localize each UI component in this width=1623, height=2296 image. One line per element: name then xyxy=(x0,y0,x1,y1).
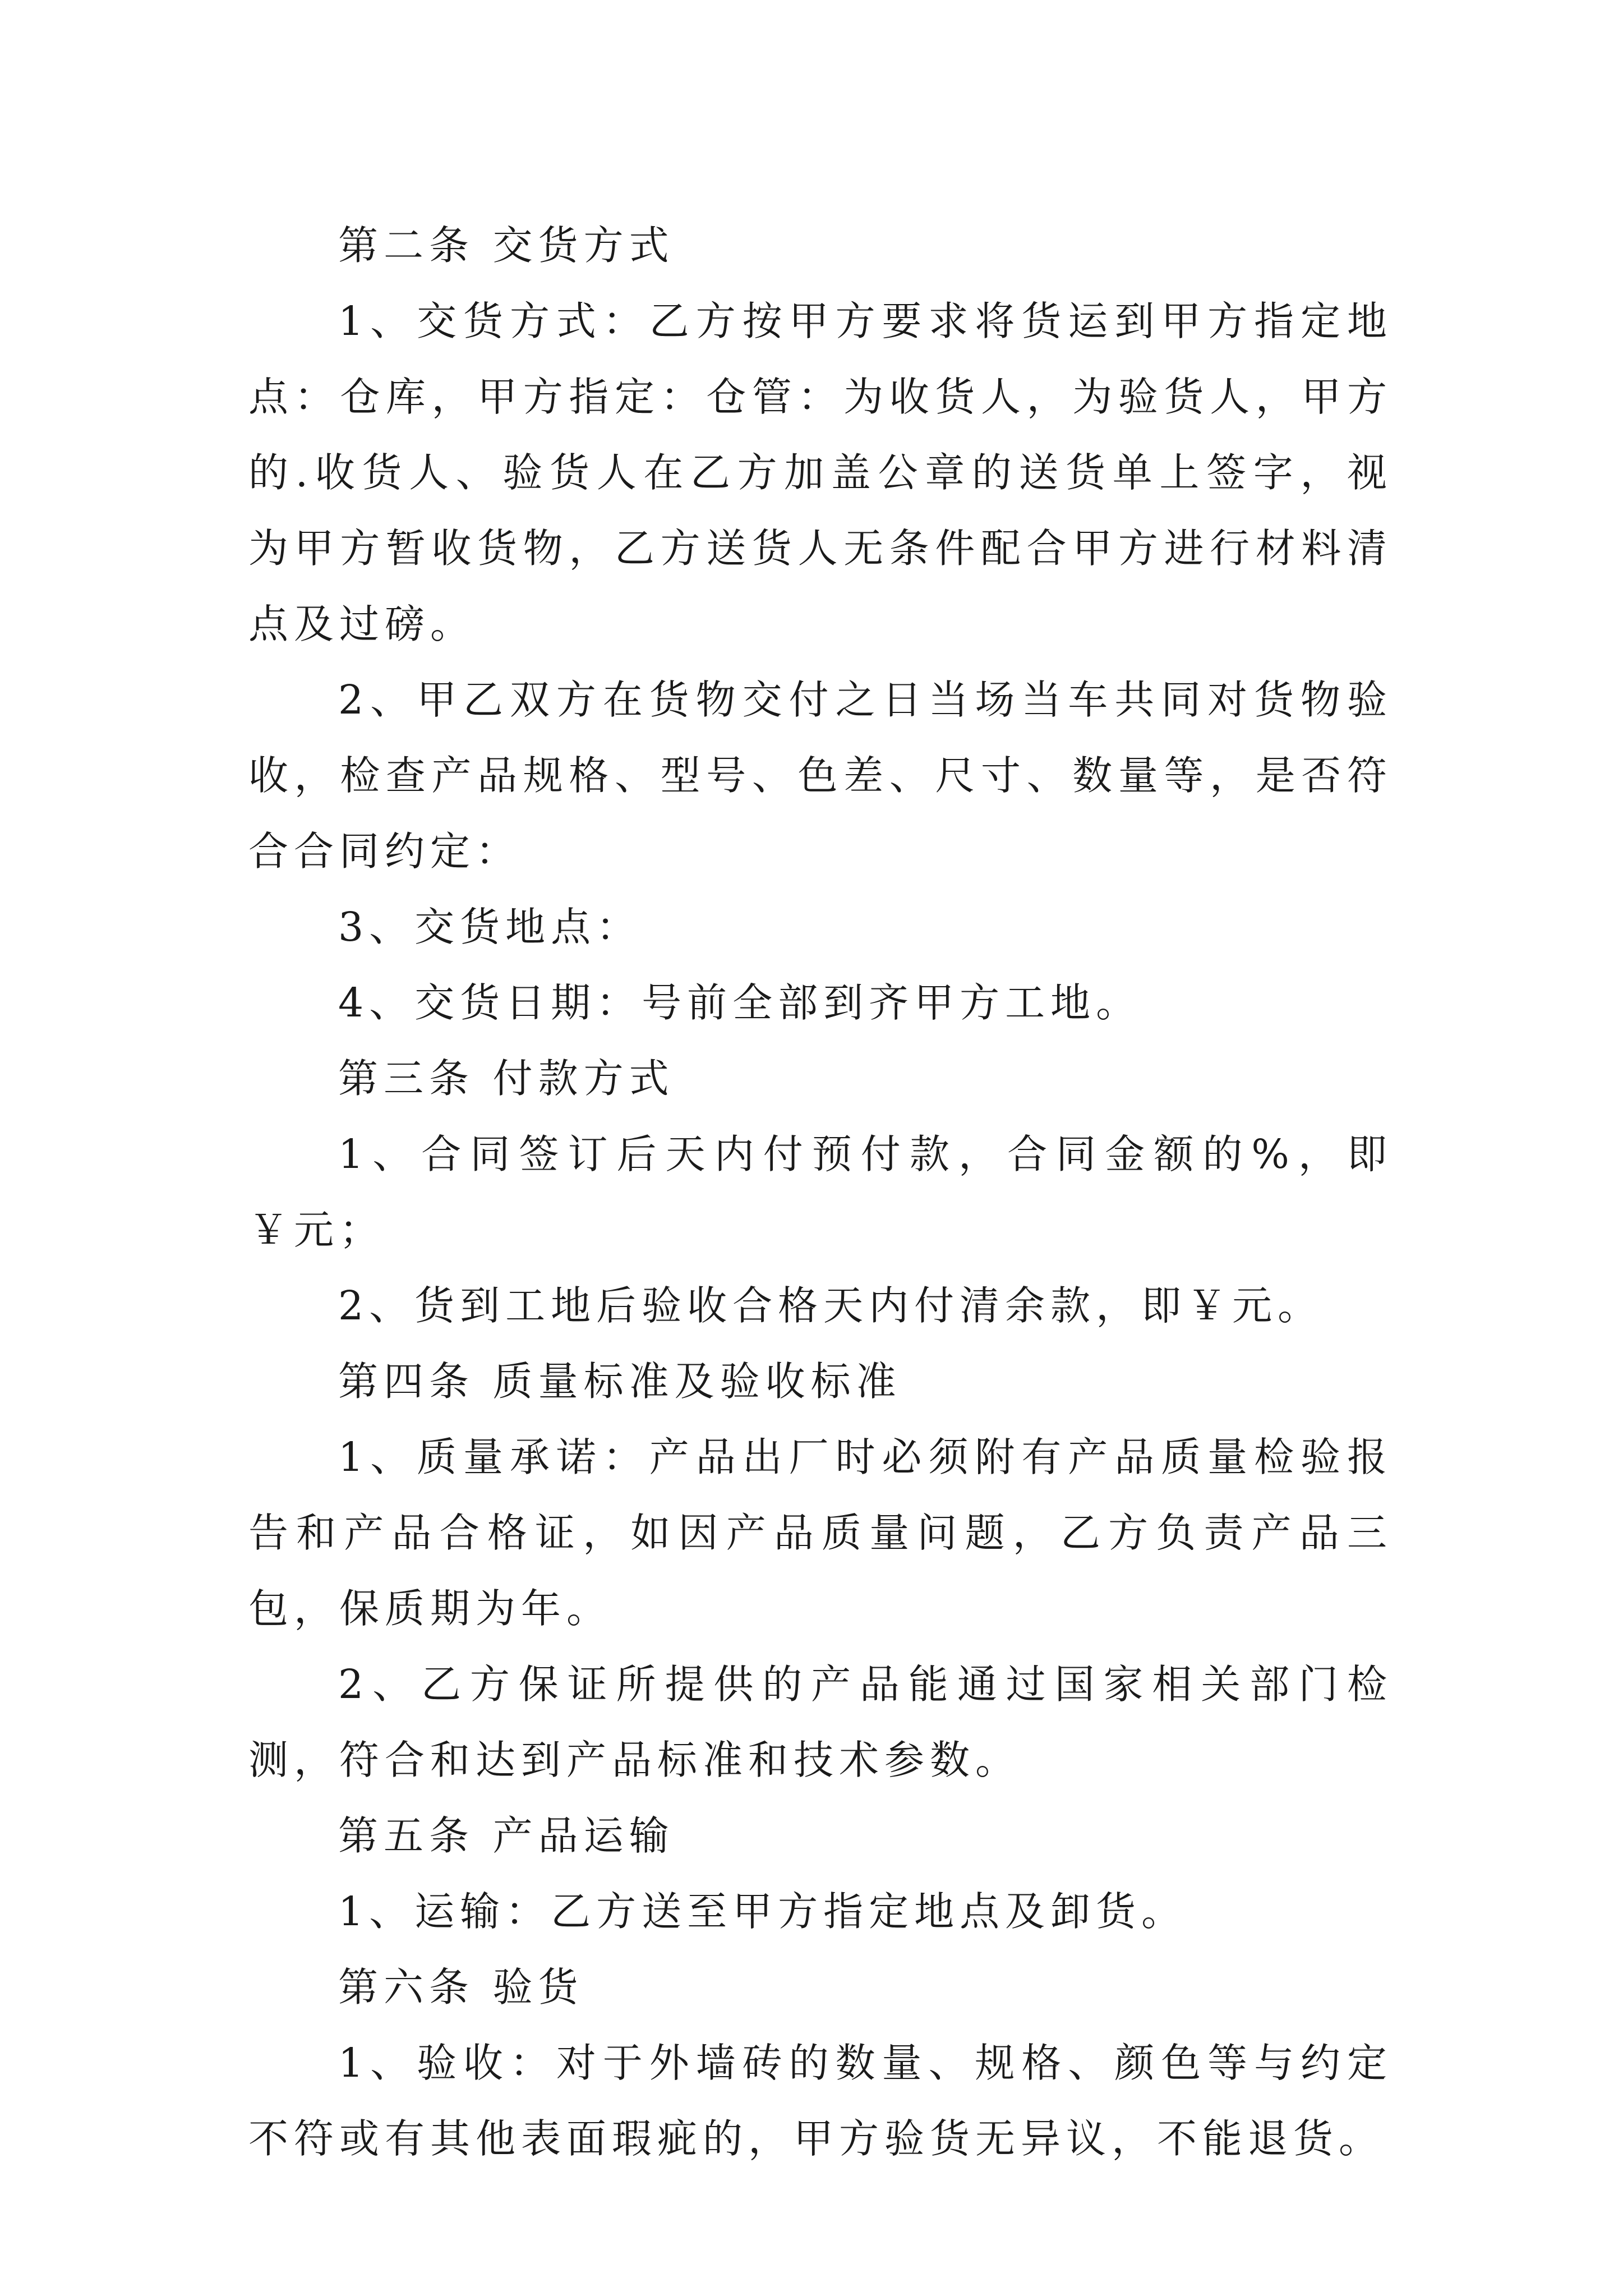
clause-acceptance: 1、验收：对于外墙砖的数量、规格、颜色等与约定不符或有其他表面瑕疵的，甲方验货无异议，不能退货。 xyxy=(248,2040,1393,2162)
section-heading-transport: 第五条 产品运输 xyxy=(338,1812,675,1859)
clause-quality-guarantee: 2、乙方保证所提供的产品能通过国家相关部门检测，符合和达到产品标准和技术参数。 xyxy=(248,1661,1393,1783)
section-heading-quality-standard: 第四条 质量标准及验收标准 xyxy=(338,1358,902,1405)
section-heading-inspection: 第六条 验货 xyxy=(338,1964,584,2010)
clause-joint-inspection: 2、甲乙双方在货物交付之日当场当车共同对货物验收，检查产品规格、型号、色差、尺寸、数量等，是否符合合同约定： xyxy=(248,677,1393,875)
section-heading-delivery-method: 第二条 交货方式 xyxy=(338,222,675,269)
clause-balance-payment: 2、货到工地后验收合格天内付清余款，即￥元。 xyxy=(338,1282,1324,1329)
clause-advance-payment: 1、合同签订后天内付预付款，合同金额的%，即￥元； xyxy=(248,1131,1393,1253)
clause-delivery-location: 3、交货地点： xyxy=(338,904,642,950)
section-heading-payment-method: 第三条 付款方式 xyxy=(338,1055,675,1102)
clause-quality-commitment: 1、质量承诺：产品出厂时必须附有产品质量检验报告和产品合格证，如因产品质量问题，乙方负责产品三包，保质期为年。 xyxy=(248,1434,1393,1632)
clause-transport: 1、运输：乙方送至甲方指定地点及卸货。 xyxy=(338,1888,1187,1935)
clause-delivery-method: 1、交货方式：乙方按甲方要求将货运到甲方指定地点：仓库，甲方指定：仓管：为收货人，为验货人，甲方的.收货人、验货人在乙方加盖公章的送货单上签字，视为甲方暂收货物，乙方送货人无条件配合甲方进行材料清点及过磅。 xyxy=(248,298,1393,647)
document-body xyxy=(248,208,1393,2177)
clause-delivery-date: 4、交货日期：号前全部到齐甲方工地。 xyxy=(338,979,1142,1026)
